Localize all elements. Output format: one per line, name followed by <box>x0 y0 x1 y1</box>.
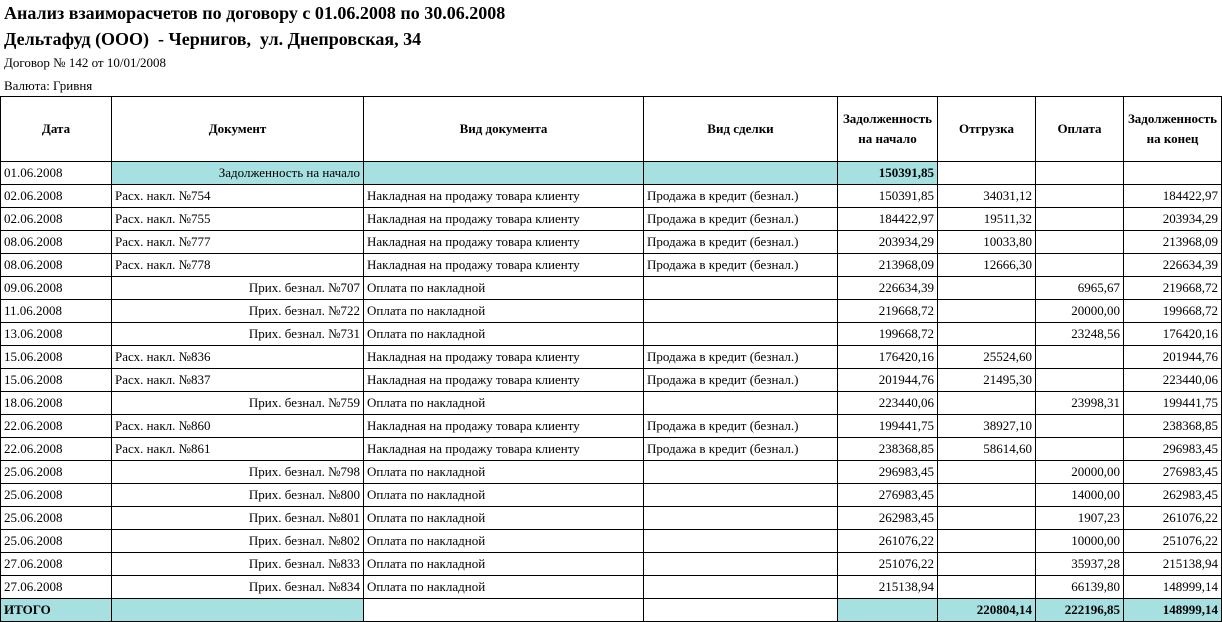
opening-doc-type-cell <box>364 162 644 185</box>
cell-document: Прих. безнал. №707 <box>112 277 364 300</box>
cell-payment: 6965,67 <box>1036 277 1124 300</box>
cell-deal-type: Продажа в кредит (безнал.) <box>644 185 838 208</box>
table-row <box>1 185 1222 208</box>
cell-payment: 23998,31 <box>1036 392 1124 415</box>
cell-payment <box>1036 415 1124 438</box>
cell-payment <box>1036 369 1124 392</box>
cell-payment: 66139,80 <box>1036 576 1124 599</box>
totals-shipment: 220804,14 <box>938 599 1036 622</box>
cell-date: 25.06.2008 <box>1 530 112 553</box>
cell-debt-start: 150391,85 <box>838 185 938 208</box>
cell-deal-type <box>644 530 838 553</box>
cell-debt-start: 184422,97 <box>838 208 938 231</box>
cell-debt-end: 296983,45 <box>1124 438 1222 461</box>
cell-debt-end: 261076,22 <box>1124 507 1222 530</box>
cell-shipment: 10033,80 <box>938 231 1036 254</box>
cell-debt-start: 262983,45 <box>838 507 938 530</box>
cell-date: 27.06.2008 <box>1 553 112 576</box>
cell-debt-start: 213968,09 <box>838 254 938 277</box>
totals-debt-end: 148999,14 <box>1124 599 1222 622</box>
table-row <box>1 277 1222 300</box>
cell-deal-type <box>644 576 838 599</box>
cell-document: Расх. накл. №778 <box>112 254 364 277</box>
cell-doc-type: Накладная на продажу товара клиенту <box>364 415 644 438</box>
cell-shipment: 38927,10 <box>938 415 1036 438</box>
cell-document: Прих. безнал. №800 <box>112 484 364 507</box>
cell-doc-type: Накладная на продажу товара клиенту <box>364 438 644 461</box>
table-header-row <box>1 97 1222 162</box>
cell-shipment: 25524,60 <box>938 346 1036 369</box>
cell-deal-type <box>644 484 838 507</box>
cell-shipment <box>938 530 1036 553</box>
totals-deal-type-cell <box>644 599 838 622</box>
col-header-deal-type: Вид сделки <box>644 97 838 162</box>
cell-debt-end: 215138,94 <box>1124 553 1222 576</box>
cell-shipment: 58614,60 <box>938 438 1036 461</box>
cell-shipment <box>938 392 1036 415</box>
cell-debt-end: 276983,45 <box>1124 461 1222 484</box>
cell-date: 02.06.2008 <box>1 208 112 231</box>
cell-date: 25.06.2008 <box>1 461 112 484</box>
totals-label: ИТОГО <box>1 599 112 622</box>
table-row <box>1 576 1222 599</box>
cell-doc-type: Оплата по накладной <box>364 530 644 553</box>
cell-document: Расх. накл. №777 <box>112 231 364 254</box>
cell-document: Прих. безнал. №834 <box>112 576 364 599</box>
cell-document: Прих. безнал. №731 <box>112 323 364 346</box>
cell-date: 15.06.2008 <box>1 369 112 392</box>
cell-debt-start: 223440,06 <box>838 392 938 415</box>
cell-document: Расх. накл. №755 <box>112 208 364 231</box>
cell-debt-start: 201944,76 <box>838 369 938 392</box>
table-row <box>1 392 1222 415</box>
cell-shipment <box>938 323 1036 346</box>
cell-deal-type: Продажа в кредит (безнал.) <box>644 369 838 392</box>
cell-doc-type: Оплата по накладной <box>364 277 644 300</box>
cell-deal-type <box>644 277 838 300</box>
cell-debt-start: 199441,75 <box>838 415 938 438</box>
cell-debt-end: 176420,16 <box>1124 323 1222 346</box>
cell-shipment <box>938 553 1036 576</box>
cell-doc-type: Накладная на продажу товара клиенту <box>364 185 644 208</box>
table-row <box>1 507 1222 530</box>
cell-doc-type: Оплата по накладной <box>364 484 644 507</box>
cell-payment: 1907,23 <box>1036 507 1124 530</box>
cell-debt-start: 219668,72 <box>838 300 938 323</box>
cell-debt-start: 296983,45 <box>838 461 938 484</box>
cell-shipment <box>938 300 1036 323</box>
cell-date: 22.06.2008 <box>1 438 112 461</box>
table-row <box>1 300 1222 323</box>
cell-date: 08.06.2008 <box>1 254 112 277</box>
col-header-shipment: Отгрузка <box>938 97 1036 162</box>
cell-doc-type: Оплата по накладной <box>364 507 644 530</box>
table-row <box>1 484 1222 507</box>
cell-shipment <box>938 484 1036 507</box>
cell-payment <box>1036 254 1124 277</box>
cell-document: Прих. безнал. №722 <box>112 300 364 323</box>
cell-payment: 35937,28 <box>1036 553 1124 576</box>
cell-payment <box>1036 208 1124 231</box>
cell-debt-end: 201944,76 <box>1124 346 1222 369</box>
cell-deal-type: Продажа в кредит (безнал.) <box>644 346 838 369</box>
cell-document: Прих. безнал. №759 <box>112 392 364 415</box>
cell-debt-start: 261076,22 <box>838 530 938 553</box>
cell-debt-start: 226634,39 <box>838 277 938 300</box>
cell-shipment: 34031,12 <box>938 185 1036 208</box>
cell-deal-type: Продажа в кредит (безнал.) <box>644 438 838 461</box>
cell-document: Расх. накл. №836 <box>112 346 364 369</box>
cell-doc-type: Оплата по накладной <box>364 553 644 576</box>
cell-debt-start: 176420,16 <box>838 346 938 369</box>
report-title: Анализ взаиморасчетов по договору с 01.06.2008 по 30.06.2008 <box>4 3 506 23</box>
cell-payment <box>1036 231 1124 254</box>
cell-debt-end: 199668,72 <box>1124 300 1222 323</box>
cell-deal-type <box>644 300 838 323</box>
cell-payment: 20000,00 <box>1036 300 1124 323</box>
opening-label: Задолженность на начало <box>112 162 364 185</box>
cell-payment: 20000,00 <box>1036 461 1124 484</box>
cell-date: 25.06.2008 <box>1 484 112 507</box>
cell-date: 15.06.2008 <box>1 346 112 369</box>
totals-doc-type-cell <box>364 599 644 622</box>
table-row <box>1 323 1222 346</box>
currency-info: Валюта: Гривня <box>4 78 93 93</box>
cell-document: Расх. накл. №754 <box>112 185 364 208</box>
opening-deal-type-cell <box>644 162 838 185</box>
cell-debt-end: 184422,97 <box>1124 185 1222 208</box>
cell-shipment <box>938 507 1036 530</box>
totals-debt-start-cell <box>838 599 938 622</box>
opening-debt-end-cell <box>1124 162 1222 185</box>
cell-debt-start: 215138,94 <box>838 576 938 599</box>
cell-debt-start: 203934,29 <box>838 231 938 254</box>
opening-amount: 150391,85 <box>838 162 938 185</box>
cell-document: Прих. безнал. №833 <box>112 553 364 576</box>
cell-deal-type: Продажа в кредит (безнал.) <box>644 254 838 277</box>
col-header-debt-end: Задолженность на конец <box>1124 97 1222 162</box>
opening-shipment-cell <box>938 162 1036 185</box>
cell-doc-type: Оплата по накладной <box>364 392 644 415</box>
cell-payment: 14000,00 <box>1036 484 1124 507</box>
table-row <box>1 415 1222 438</box>
cell-debt-start: 199668,72 <box>838 323 938 346</box>
company-address: Дельтафуд (ООО) - Чернигов, ул. Днепровская, 34 <box>4 29 422 49</box>
cell-payment: 23248,56 <box>1036 323 1124 346</box>
cell-payment: 10000,00 <box>1036 530 1124 553</box>
cell-deal-type <box>644 507 838 530</box>
cell-debt-end: 199441,75 <box>1124 392 1222 415</box>
cell-document: Расх. накл. №860 <box>112 415 364 438</box>
opening-balance-row <box>1 162 1222 185</box>
cell-debt-end: 238368,85 <box>1124 415 1222 438</box>
cell-shipment: 21495,30 <box>938 369 1036 392</box>
cell-doc-type: Оплата по накладной <box>364 300 644 323</box>
cell-debt-end: 262983,45 <box>1124 484 1222 507</box>
cell-date: 09.06.2008 <box>1 277 112 300</box>
cell-deal-type <box>644 323 838 346</box>
table-row <box>1 254 1222 277</box>
cell-debt-end: 148999,14 <box>1124 576 1222 599</box>
cell-deal-type <box>644 392 838 415</box>
cell-debt-end: 203934,29 <box>1124 208 1222 231</box>
cell-date: 11.06.2008 <box>1 300 112 323</box>
col-header-date: Дата <box>1 97 112 162</box>
table-row <box>1 369 1222 392</box>
cell-debt-start: 276983,45 <box>838 484 938 507</box>
cell-deal-type: Продажа в кредит (безнал.) <box>644 231 838 254</box>
cell-payment <box>1036 438 1124 461</box>
cell-document: Прих. безнал. №801 <box>112 507 364 530</box>
table-row <box>1 231 1222 254</box>
totals-row <box>1 599 1222 622</box>
cell-doc-type: Накладная на продажу товара клиенту <box>364 208 644 231</box>
cell-doc-type: Накладная на продажу товара клиенту <box>364 254 644 277</box>
table-row <box>1 438 1222 461</box>
cell-shipment <box>938 576 1036 599</box>
cell-shipment <box>938 461 1036 484</box>
cell-date: 13.06.2008 <box>1 323 112 346</box>
cell-doc-type: Накладная на продажу товара клиенту <box>364 346 644 369</box>
cell-deal-type: Продажа в кредит (безнал.) <box>644 208 838 231</box>
col-header-doc-type: Вид документа <box>364 97 644 162</box>
cell-deal-type <box>644 461 838 484</box>
table-row <box>1 461 1222 484</box>
cell-date: 18.06.2008 <box>1 392 112 415</box>
cell-debt-end: 251076,22 <box>1124 530 1222 553</box>
cell-document: Прих. безнал. №798 <box>112 461 364 484</box>
cell-shipment <box>938 277 1036 300</box>
col-header-document: Документ <box>112 97 364 162</box>
cell-date: 02.06.2008 <box>1 185 112 208</box>
totals-payment: 222196,85 <box>1036 599 1124 622</box>
cell-doc-type: Оплата по накладной <box>364 461 644 484</box>
col-header-payment: Оплата <box>1036 97 1124 162</box>
settlements-table <box>0 96 1222 622</box>
cell-deal-type: Продажа в кредит (безнал.) <box>644 415 838 438</box>
cell-date: 27.06.2008 <box>1 576 112 599</box>
cell-shipment: 19511,32 <box>938 208 1036 231</box>
cell-document: Расх. накл. №861 <box>112 438 364 461</box>
cell-date: 08.06.2008 <box>1 231 112 254</box>
cell-document: Расх. накл. №837 <box>112 369 364 392</box>
cell-doc-type: Накладная на продажу товара клиенту <box>364 369 644 392</box>
table-row <box>1 346 1222 369</box>
col-header-debt-start: Задолженность на начало <box>838 97 938 162</box>
cell-date: 22.06.2008 <box>1 415 112 438</box>
cell-shipment: 12666,30 <box>938 254 1036 277</box>
cell-debt-start: 251076,22 <box>838 553 938 576</box>
opening-date: 01.06.2008 <box>1 162 112 185</box>
cell-doc-type: Оплата по накладной <box>364 323 644 346</box>
contract-info: Договор № 142 от 10/01/2008 <box>4 55 167 70</box>
table-row <box>1 208 1222 231</box>
cell-debt-end: 213968,09 <box>1124 231 1222 254</box>
cell-payment <box>1036 185 1124 208</box>
cell-doc-type: Оплата по накладной <box>364 576 644 599</box>
cell-debt-end: 226634,39 <box>1124 254 1222 277</box>
table-row <box>1 530 1222 553</box>
cell-debt-end: 219668,72 <box>1124 277 1222 300</box>
cell-date: 25.06.2008 <box>1 507 112 530</box>
table-row <box>1 553 1222 576</box>
cell-doc-type: Накладная на продажу товара клиенту <box>364 231 644 254</box>
cell-debt-end: 223440,06 <box>1124 369 1222 392</box>
opening-payment-cell <box>1036 162 1124 185</box>
totals-document-cell <box>112 599 364 622</box>
cell-document: Прих. безнал. №802 <box>112 530 364 553</box>
cell-payment <box>1036 346 1124 369</box>
cell-deal-type <box>644 553 838 576</box>
cell-debt-start: 238368,85 <box>838 438 938 461</box>
